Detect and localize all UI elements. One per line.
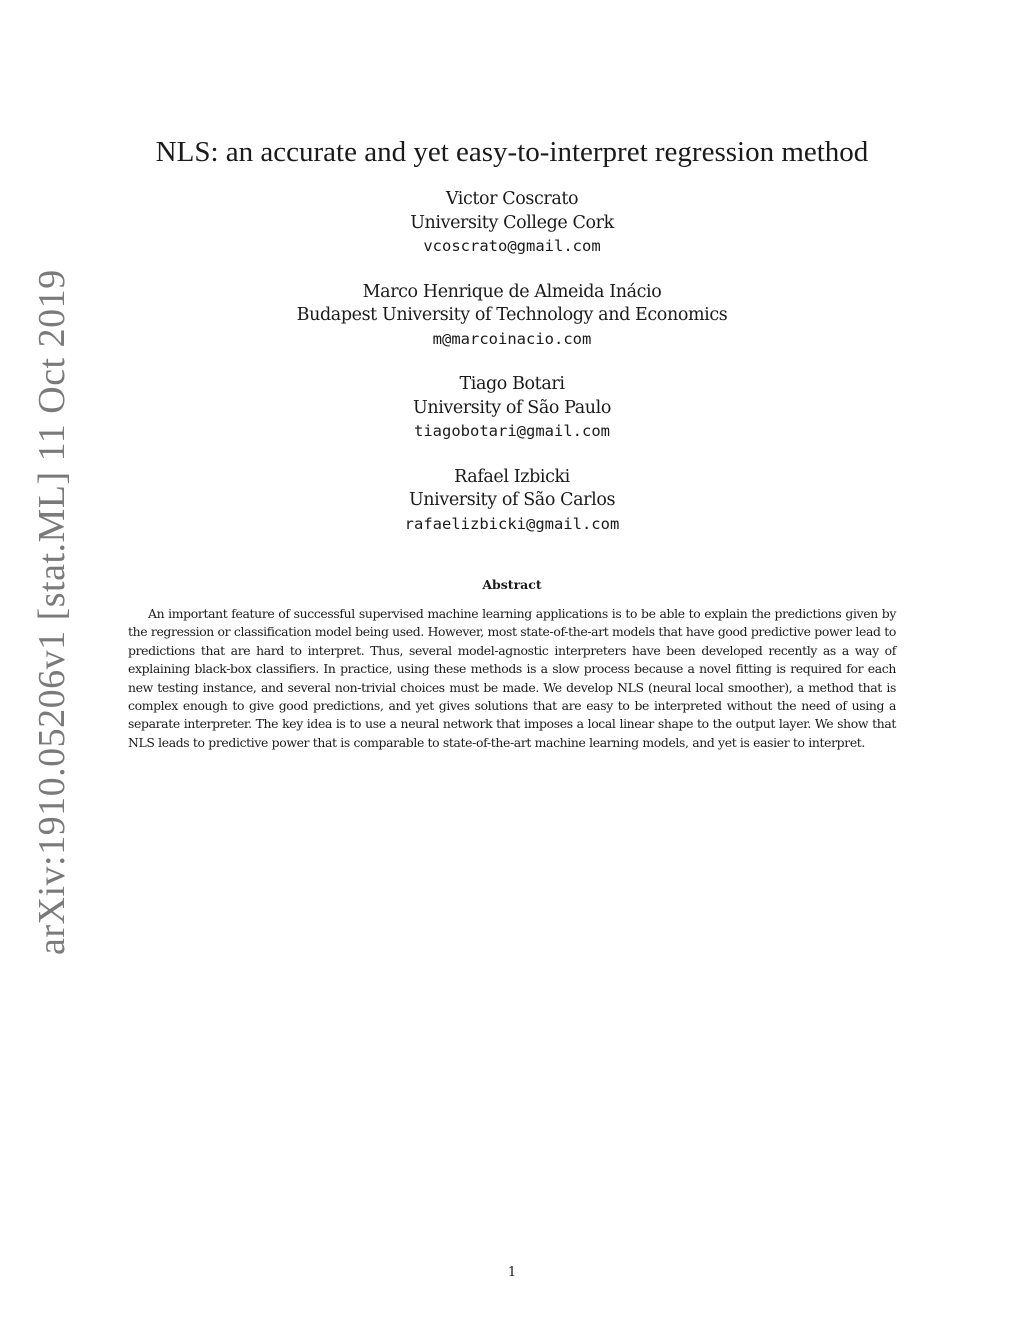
author-email: tiagobotari@gmail.com — [414, 422, 610, 440]
author-name: Victor Coscrato — [445, 189, 579, 209]
author-block — [0, 281, 1024, 352]
author-block — [0, 466, 1024, 537]
abstract-text: An important feature of successful supervised machine learning applications is to be able to explain the predictions given by the regression or classification model being used. However, most state-of-the-art models that have good predictive power lead to predictions that are hard to interpret. Thus, several model-agnostic interpreters have been developed recently as a way of explaining black-box classifiers. In practice, using these methods is a slow process because a novel fitting is required for each new testing instance, and several non-trivial choices must be made. We develop NLS (neural local smoother), a method that is complex enough to give good predictions, and yet gives solutions that are easy to be interpreted without the need of using a separate interpreter. The key idea is to use a neural network that imposes a local linear shape to the output layer. We show that NLS leads to predictive power that is comparable to state-of-the-art machine learning models, and yet is easier to interpret. — [128, 606, 896, 750]
abstract-heading: Abstract — [482, 577, 542, 592]
author-list — [0, 188, 1024, 558]
author-name: Rafael Izbicki — [454, 466, 570, 487]
page-number: 1 — [507, 1265, 517, 1280]
author-affiliation: University College Cork — [410, 212, 614, 233]
author-affiliation: Budapest University of Technology and Economics — [296, 305, 728, 325]
author-block — [0, 373, 1024, 444]
author-email: m@marcoinacio.com — [432, 329, 592, 348]
paper-title: NLS: an accurate and yet easy-to-interpret regression method — [155, 136, 869, 168]
author-affiliation: University of São Carlos — [408, 490, 616, 510]
author-name: Tiago Botari — [459, 374, 565, 394]
author-email: rafaelizbicki@gmail.com — [404, 514, 620, 533]
arxiv-identifier-stamp: arXiv:1910.05206v1 [stat.ML] 11 Oct 2019 — [31, 269, 73, 955]
author-block — [0, 188, 1024, 259]
author-name: Marco Henrique de Almeida Inácio — [362, 281, 662, 302]
author-email: vcoscrato@gmail.com — [423, 237, 601, 255]
author-affiliation: University of São Paulo — [412, 397, 611, 418]
